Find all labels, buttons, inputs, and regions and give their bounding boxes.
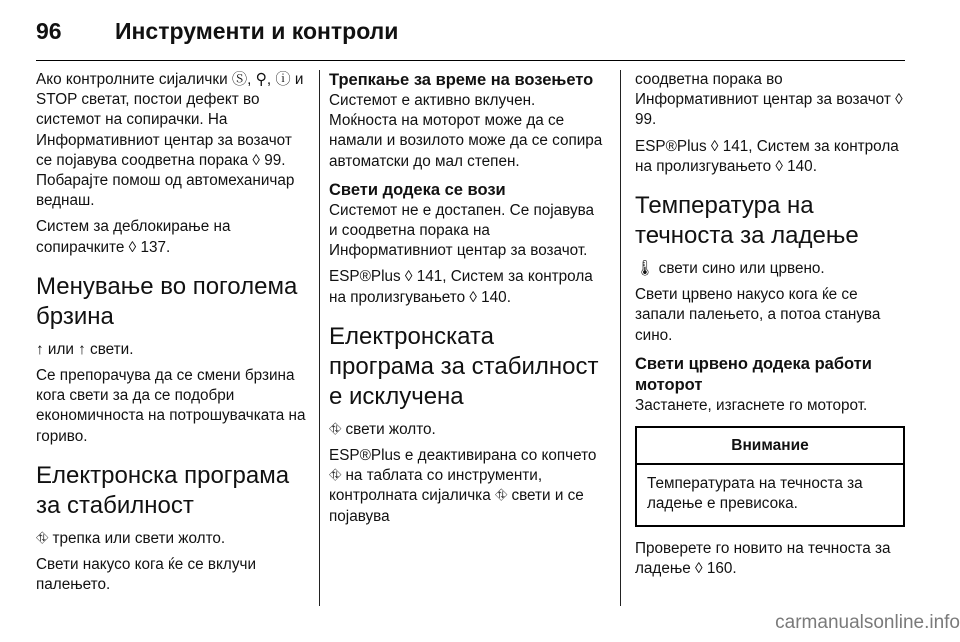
esp-ignition-text: Свети накусо кога ќе се вклучи палењето. (36, 556, 256, 594)
message-continued: соодветна порака во Информативниот центар за возачот ◊ 99. (635, 71, 903, 129)
column-1 (36, 70, 310, 601)
page-title: Инструменти и контроли (115, 18, 399, 44)
heading-lit-driving: Свети додека се вози (329, 180, 506, 199)
warning-box-title: Внимание (637, 428, 903, 465)
upshift-indicator-text: ↑ или ↑ свети. (36, 340, 134, 358)
heading-esp: Електронска програма за стабилност (36, 461, 290, 519)
coolant-ignition-text: Свети црвено накусо кога ќе се запали палењето, а потоа станува сино. (635, 286, 881, 344)
column-divider-2 (620, 70, 621, 606)
page-header (36, 18, 398, 50)
heading-upshift: Менување во поголема брзина (36, 272, 298, 330)
warning-box-body: Температурата на течноста за ладење е превисока. (647, 475, 863, 513)
heading-esp-off: Електронската програма за стабилност е исклучена (329, 322, 599, 410)
flashing-text: Системот е активно вклучен. Моќноста на моторот може да се намали и возилото може да се сопира автоматски до мал степен. (329, 92, 603, 170)
heading-flashing: Трепкање за време на возењето (329, 71, 594, 89)
column-2 (329, 70, 605, 533)
heading-red-running: Свети црвено додека работи моторот (635, 354, 872, 394)
header-rule (36, 60, 905, 61)
column-divider-1 (319, 70, 320, 606)
column-3 (635, 70, 905, 585)
esp-off-description: ESP®Plus е деактивирана со копчето ⛗ на таблата со инструменти, контролната сијаличка ⛗ свети и се појавува (329, 447, 597, 525)
brake-warning-text: Ако контролните сијалички Ⓢ, ⚲, ⓘ и STOP светат, постои дефект во системот на сопирачки. На Информативниот центар за возачот се појавува соодветна порака ◊ 99. Побарајте помош од автомеханичар веднаш. (36, 71, 304, 210)
esp-plus-ref-2: ESP®Plus ◊ 141, Систем за контрола на пролизгувањето ◊ 140. (635, 137, 899, 175)
upshift-recommendation: Се препорачува да се смени брзина кога свети за да се подобри економичноста на потрошувачката на гориво. (36, 367, 306, 445)
lit-driving-text: Системот не е достапен. Се појавува и соодветна порака на Информативниот центар за возачот. (329, 201, 595, 260)
brake-release-ref: Систем за деблокирање на сопирачките ◊ 137. (36, 218, 231, 256)
stop-engine-text: Застанете, изгаснете го моторот. (635, 396, 868, 414)
watermark: carmanualsonline.info (775, 612, 960, 633)
check-coolant-text: Проверете го новито на течноста за ладење ◊ 160. (635, 539, 891, 577)
esp-indicator-text: ⛗ трепка или свети жолто. (36, 529, 226, 547)
coolant-indicator-text: 🌡 свети сино или црвено. (635, 260, 825, 278)
esp-plus-ref-1: ESP®Plus ◊ 141, Систем за контрола на пролизгувањето ◊ 140. (329, 268, 593, 306)
heading-coolant: Температура на течноста за ладење (635, 192, 859, 250)
warning-box (635, 426, 905, 527)
esp-off-indicator-text: ⛗ свети жолто. (329, 420, 436, 438)
page-number: 96 (36, 18, 62, 44)
